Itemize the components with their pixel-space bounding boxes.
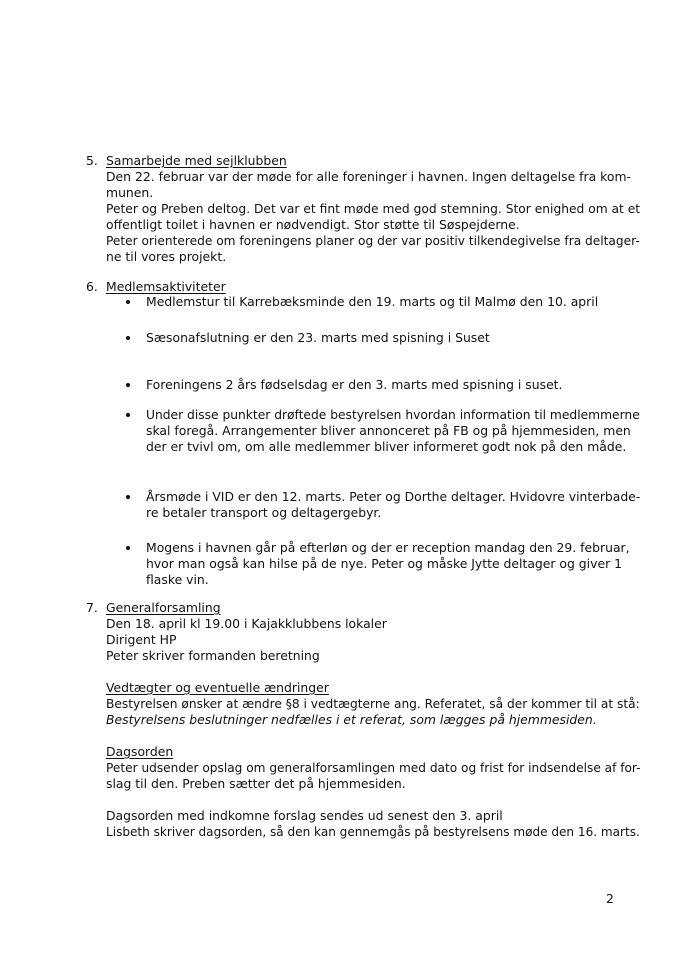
subheading-bylaws: Vedtægter og eventuelle ændringer: [106, 680, 329, 695]
section-7-line: Dirigent HP: [106, 632, 177, 647]
section-7-title: Generalforsamling: [106, 600, 221, 615]
closing-line: Dagsorden med indkomne forslag sendes ud senest den 3. april: [106, 808, 503, 823]
subheading-agenda: Dagsorden: [106, 744, 174, 759]
closing-line: Lisbeth skriver dagsorden, så den kan gennemgås på bestyrelsens møde den 16. marts.: [106, 824, 640, 839]
bullet-line: re betaler transport og deltagergebyr.: [146, 505, 382, 520]
agenda-line: Peter udsender opslag om generalforsamlingen med dato og frist for indsendelse af for-: [106, 760, 641, 775]
bullet-icon: [126, 413, 130, 417]
bullet-icon: [126, 300, 130, 304]
bullet-line: Sæsonafslutning er den 23. marts med spisning i Suset: [146, 330, 490, 345]
bullet-icon: [126, 546, 130, 550]
section-7-number: 7.: [86, 600, 98, 615]
bullet-icon: [126, 495, 130, 499]
section-7-line: Den 18. april kl 19.00 i Kajakklubbens lokaler: [106, 616, 387, 631]
bullet-line: Medlemstur til Karrebæksminde den 19. marts og til Malmø den 10. april: [146, 294, 599, 309]
section-5-line: ne til vores projekt.: [106, 249, 227, 264]
bullet-line: der er tvivl om, om alle medlemmer bliver informeret godt nok på den måde.: [146, 439, 627, 454]
bullet-line: Mogens i havnen går på efterløn og der er reception mandag den 29. februar,: [146, 540, 630, 555]
bullet-line: Foreningens 2 års fødselsdag er den 3. marts med spisning i suset.: [146, 377, 563, 392]
bullet-line: Under disse punkter drøftede bestyrelsen hvordan information til medlemmerne: [146, 407, 640, 422]
section-5-line: Den 22. februar var der møde for alle foreninger i havnen. Ingen deltagelse fra kom-: [106, 169, 631, 184]
section-6-title: Medlemsaktiviteter: [106, 279, 226, 294]
bullet-line: hvor man også kan hilse på de nye. Peter og måske Jytte deltager og giver 1: [146, 556, 622, 571]
bylaws-quote: Bestyrelsens beslutninger nedfælles i et referat, som lægges på hjemmesiden.: [106, 712, 597, 727]
bullet-line: skal foregå. Arrangementer bliver annonceret på FB og på hjemmesiden, men: [146, 423, 631, 438]
section-7-line: Peter skriver formanden beretning: [106, 648, 320, 663]
bullet-icon: [126, 383, 130, 387]
section-5-line: Peter orienterede om foreningens planer og der var positiv tilkendegivelse fra deltager-: [106, 233, 640, 248]
page-number: 2: [606, 891, 614, 906]
section-5-line: munen.: [106, 185, 154, 200]
section-6-number: 6.: [86, 279, 98, 294]
bylaws-line: Bestyrelsen ønsker at ændre §8 i vedtægterne ang. Referatet, så der kommer til at stå:: [106, 696, 640, 711]
bullet-line: Årsmøde i VID er den 12. marts. Peter og Dorthe deltager. Hvidovre vinterbade-: [146, 489, 641, 504]
bullet-icon: [126, 336, 130, 340]
section-5-line: offentligt toilet i havnen er nødvendigt. Stor støtte til Søspejderne.: [106, 217, 520, 232]
agenda-line: slag til den. Preben sætter det på hjemmesiden.: [106, 776, 406, 791]
bullet-line: flaske vin.: [146, 572, 209, 587]
section-5-title: Samarbejde med sejlklubben: [106, 153, 287, 168]
section-5-number: 5.: [86, 153, 98, 168]
section-5-line: Peter og Preben deltog. Det var et fint møde med god stemning. Stor enighed om at et: [106, 201, 641, 216]
